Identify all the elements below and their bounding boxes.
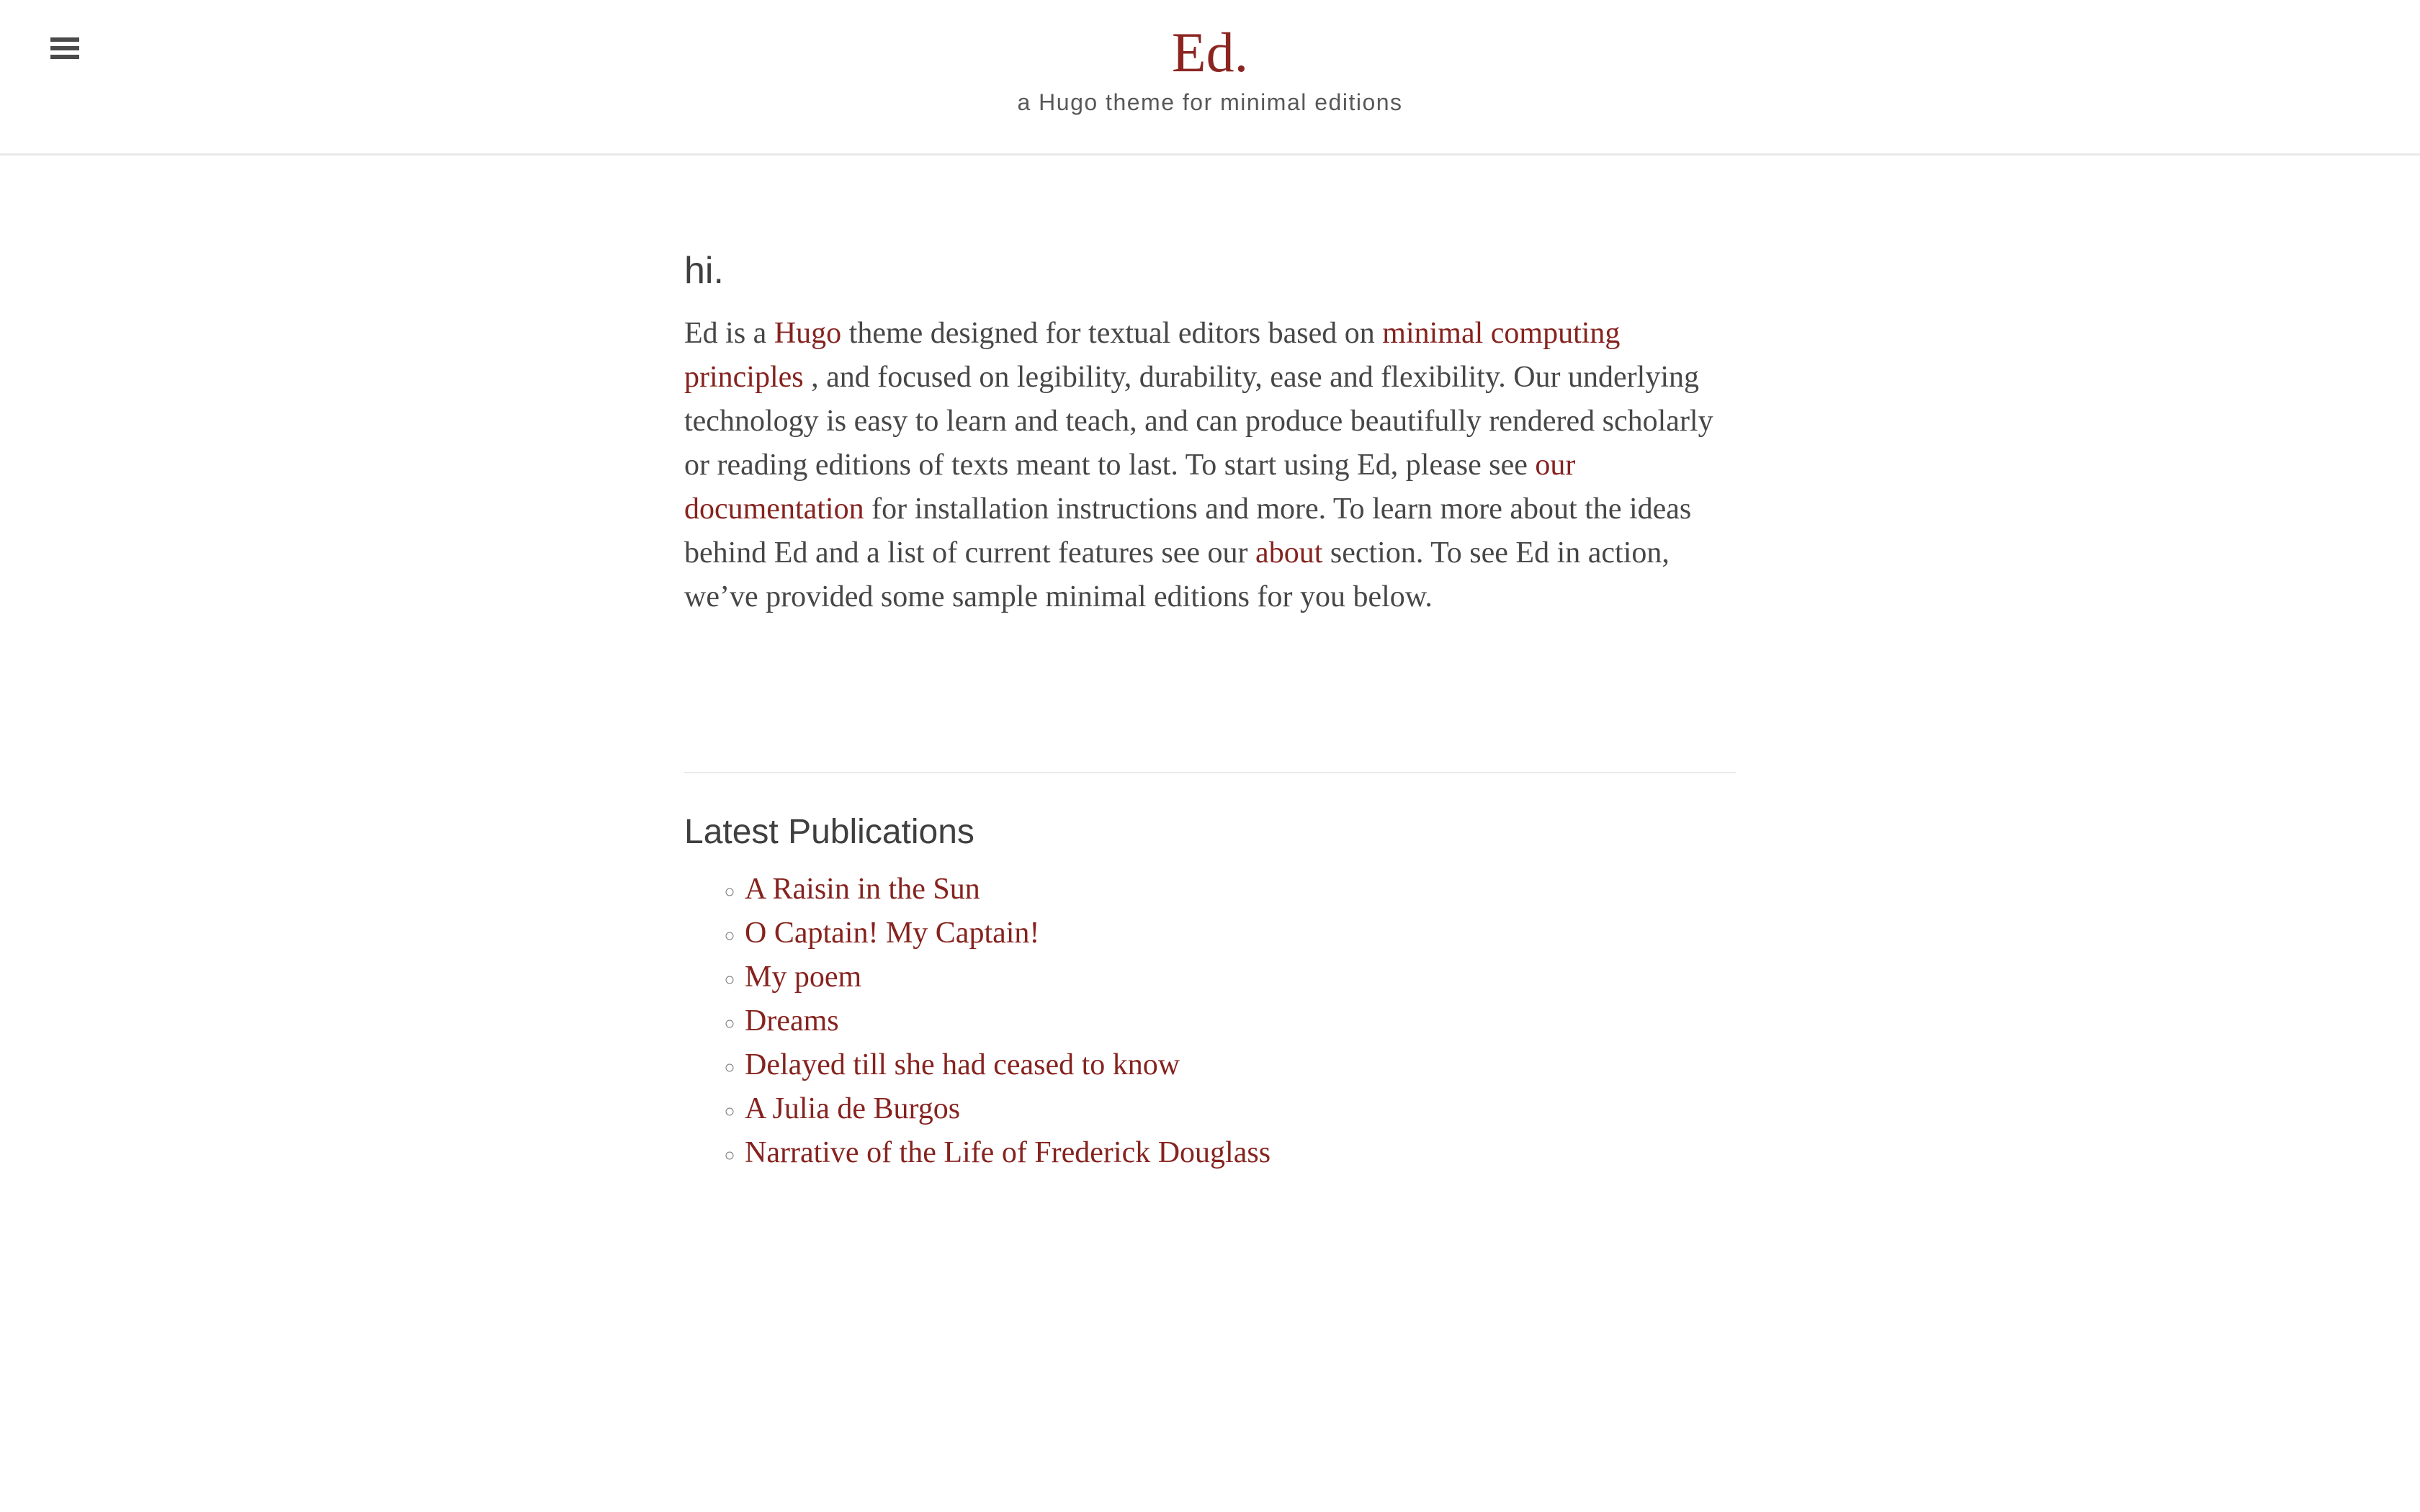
site-title-link[interactable]: Ed. [1171,21,1249,84]
minimal-computing-principles-link[interactable]: minimal computing principles [684,317,1621,395]
publication-link[interactable]: My poem [745,960,862,994]
publication-list-item [745,1043,1736,1087]
hamburger-icon [50,37,79,42]
documentation-link[interactable]: our documentation [684,449,1576,526]
main-content [684,251,1736,1175]
publication-list-item [745,999,1736,1043]
publication-link[interactable]: Delayed till she had ceased to know [745,1048,1180,1081]
masthead [0,0,2420,114]
about-link[interactable]: about [1255,536,1323,570]
publication-list-item [745,1131,1736,1175]
publication-link[interactable]: Dreams [745,1004,839,1038]
publication-link[interactable]: A Raisin in the Sun [745,872,980,906]
menu-toggle-button[interactable] [50,37,79,59]
intro-paragraph: Ed is a Hugo theme designed for textual editors based on minimal computing principles , and focused on legibility, durability, ease and flexibility. Our underlying technology is easy to learn and teach, and can produce beautifully rendered scholarly or reading editions of texts meant to last. To start using Ed, please see our documentation for installation instructions and more. To learn more about the ideas behind Ed and a list of current features see our about section. To see Ed in action, we’ve provided some sample minimal editions for you below. [684,317,1713,614]
publication-link[interactable]: Narrative of the Life of Frederick Douglass [745,1135,1271,1169]
publication-list-item [745,1087,1736,1131]
publication-link[interactable]: A Julia de Burgos [745,1092,961,1125]
publications-heading: Latest Publications [684,813,974,852]
publication-list-item [745,868,1736,912]
intro-heading: hi. [684,250,724,292]
section-divider [684,772,1736,773]
publication-link[interactable]: O Captain! My Captain! [745,916,1040,950]
hugo-link[interactable]: Hugo [774,317,842,351]
publications-list [684,868,1736,1175]
publication-list-item [745,955,1736,999]
publication-list-item [745,912,1736,955]
site-subtitle: a Hugo theme for minimal editions [1017,89,1403,115]
site-header [0,0,2420,156]
